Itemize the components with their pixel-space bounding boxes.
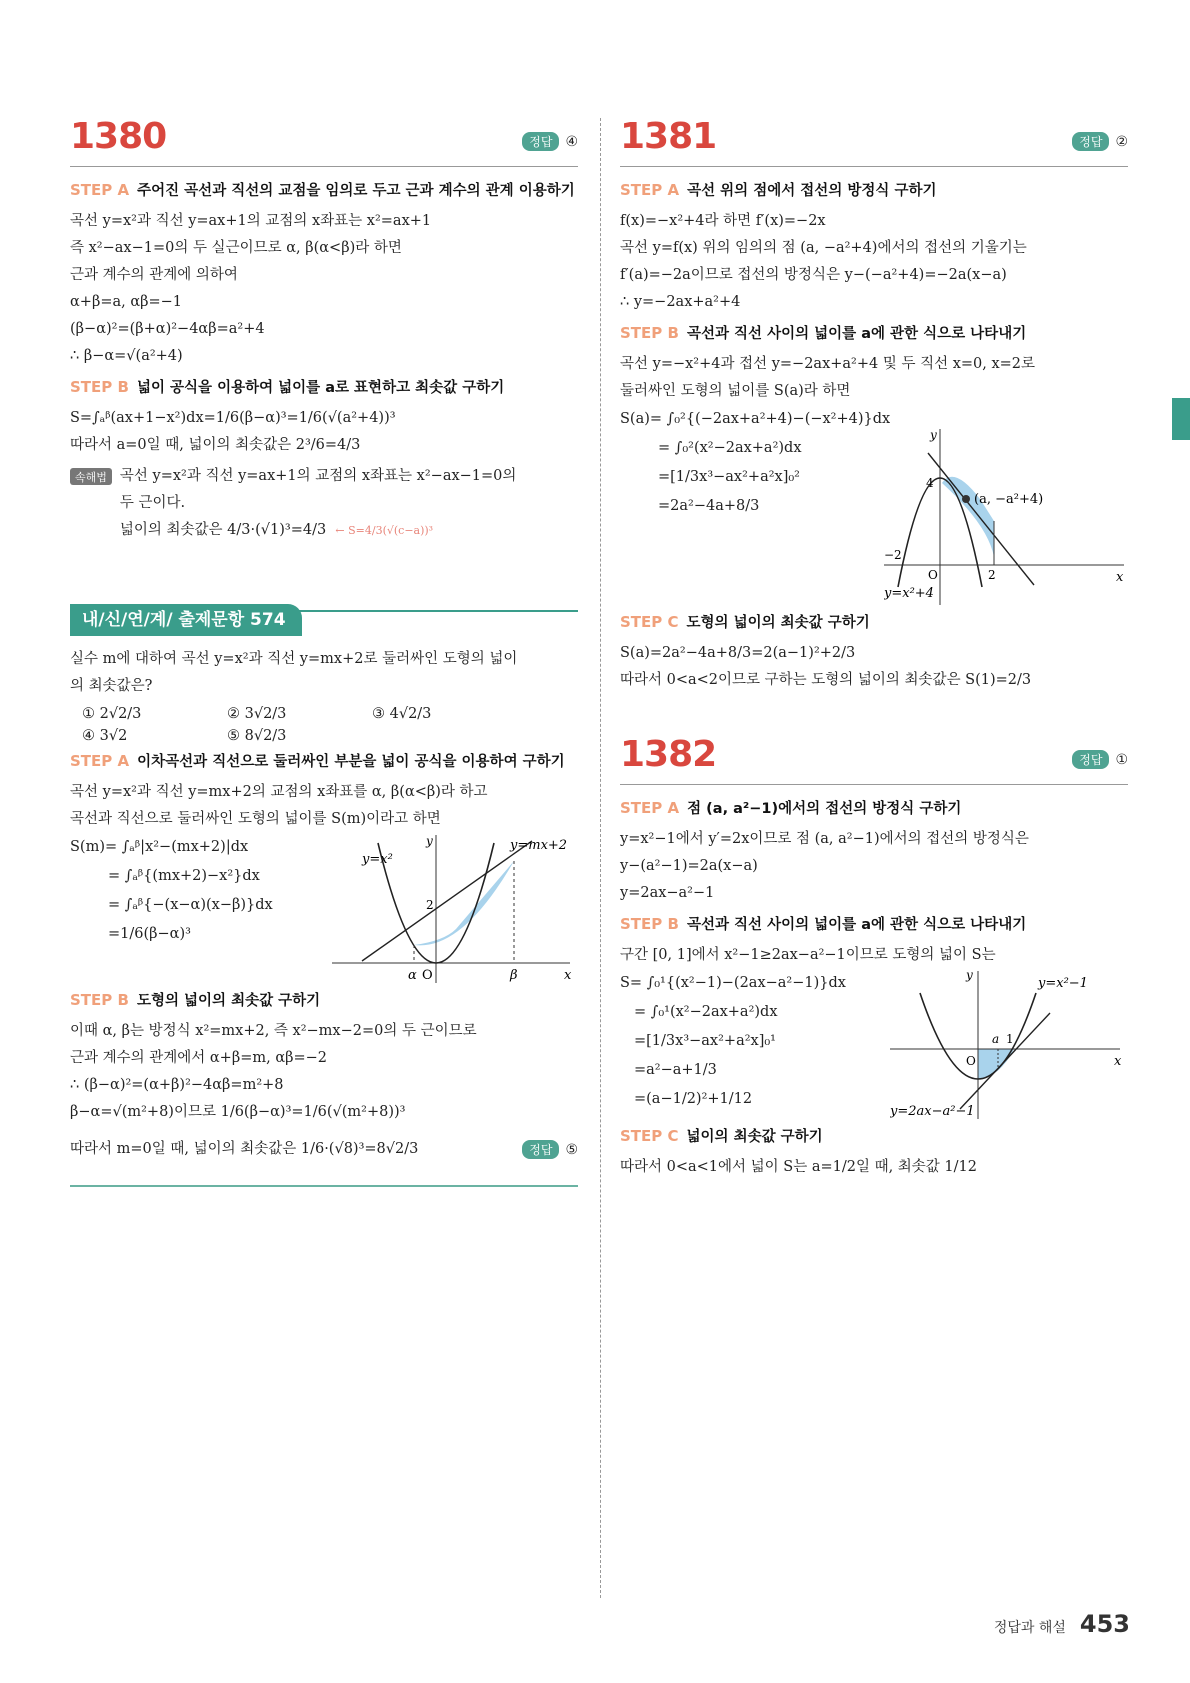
step-tag: STEP A: [70, 752, 130, 770]
step-title: 넓이의 최솟값 구하기: [686, 1129, 823, 1145]
step-tag: STEP B: [620, 915, 679, 933]
solution-line: 이때 α, β는 방정식 x²=mx+2, 즉 x²−mx−2=0의 두 근이므로: [70, 1023, 477, 1039]
step-title: 곡선과 직선 사이의 넓이를 a에 관한 식으로 나타내기: [686, 326, 1027, 342]
line-label: y=2ax−a²−1: [890, 1104, 975, 1119]
formula-line: = ∫₀¹(x²−2ax+a²)dx: [634, 1004, 778, 1020]
step-tag: STEP B: [620, 324, 679, 342]
solution-line: α+β=a, αβ=−1: [70, 294, 183, 310]
result-line: 따라서 a=0일 때, 넓이의 최솟값은 2³/6=4/3: [70, 437, 361, 453]
step-title: 넓이 공식을 이용하여 넓이를 a로 표현하고 최솟값 구하기: [136, 380, 505, 396]
quick-solution-tag: 속해법: [70, 468, 112, 485]
problem-1380-header: [70, 110, 578, 167]
tangent-area-figure-2: [890, 969, 1128, 1119]
formula-line: =[1/3x³−ax²+a²x]₀²: [658, 469, 800, 485]
y-axis-label: y: [966, 969, 973, 982]
choice-5: ⑤ 8√2/3: [227, 728, 287, 744]
question-line: 실수 m에 대하여 곡선 y=x²과 직선 y=mx+2로 둘러싸인 도형의 넓이: [70, 651, 518, 667]
source-rule: [290, 610, 578, 612]
quick-line: 두 근이다.: [119, 495, 186, 511]
step-tag: STEP A: [70, 181, 130, 199]
formula-line: =2a²−4a+8/3: [658, 498, 760, 514]
y-axis-label: y: [426, 834, 433, 848]
four-label: 4: [926, 476, 934, 490]
minus-two-label: −2: [884, 548, 902, 562]
y-axis-label: y: [930, 428, 937, 442]
step-tag: STEP A: [620, 181, 680, 199]
one-label: 1: [1006, 1032, 1014, 1046]
formula-figure-block: [620, 405, 1128, 605]
x-axis-label: x: [564, 968, 572, 983]
formula-line: =(a−1/2)²+1/12: [634, 1091, 753, 1107]
step-tag: STEP B: [70, 378, 129, 396]
choice-2: ② 3√2/3: [227, 706, 287, 722]
step-tag: STEP C: [620, 1127, 679, 1145]
tangent-area-figure: [884, 425, 1128, 605]
quick-result: 넓이의 최솟값은 4/3·(√1)³=4/3: [119, 522, 327, 538]
result-line: 따라서 0<a<2이므로 구하는 도형의 넓이의 최솟값은 S(1)=2/3: [620, 672, 1032, 688]
solution-line: 구간 [0, 1]에서 x²−1≥2ax−a²−1이므로 도형의 넓이 S는: [620, 947, 996, 963]
choices: [82, 706, 578, 744]
formula-line: S(a)=2a²−4a+8/3=2(a−1)²+2/3: [620, 645, 856, 661]
curve-label: y=x²−1: [1038, 976, 1088, 991]
curve-label: y=x²: [362, 852, 393, 867]
column-divider: [600, 118, 601, 1598]
shaded-region: [978, 1049, 1014, 1079]
quick-line: 곡선 y=x²과 직선 y=ax+1의 교점의 x좌표는 x²−ax−1=0의: [119, 468, 517, 484]
solution-line: ∴ β−α=√(a²+4): [70, 348, 183, 364]
formula-line: = ∫₀²(x²−2ax+a²)dx: [658, 440, 802, 456]
alpha-label: α: [408, 968, 417, 983]
problem-1381-header: [620, 110, 1128, 167]
answer-value: ④: [565, 133, 578, 150]
result-line: 따라서 0<a<1에서 넓이 S는 a=1/2일 때, 최솟값 1/12: [620, 1159, 977, 1175]
solution-line: 곡선 y=x²과 직선 y=ax+1의 교점의 x좌표는 x²=ax+1: [70, 213, 432, 229]
step-title: 도형의 넓이의 최솟값 구하기: [686, 615, 870, 631]
solution-line: 곡선 y=−x²+4과 접선 y=−2ax+a²+4 및 두 직선 x=0, x=2로: [620, 356, 1036, 372]
step-title: 이차곡선과 직선으로 둘러싸인 부분을 넓이 공식을 이용하여 구하기: [137, 754, 565, 770]
beta-label: β: [510, 968, 518, 983]
page-number: 453: [1079, 1610, 1130, 1638]
step-tag: STEP A: [620, 799, 680, 817]
solution-line: ∴ y=−2ax+a²+4: [620, 294, 741, 310]
answer-box: [522, 132, 578, 151]
solution-line: 근과 계수의 관계에서 α+β=m, αβ=−2: [70, 1050, 328, 1066]
step-title: 점 (a, a²−1)에서의 접선의 방정식 구하기: [687, 801, 962, 817]
formula-line: =1/6(β−α)³: [108, 926, 191, 942]
answer-pill: 정답: [522, 132, 559, 151]
solution-line: 즉 x²−ax−1=0의 두 실근이므로 α, β(α<β)라 하면: [70, 240, 402, 256]
question-line: 의 최솟값은?: [70, 678, 153, 694]
formula-line: =a²−a+1/3: [634, 1062, 717, 1078]
step-a: [620, 181, 1128, 202]
step-title: 주어진 곡선과 직선의 교점을 임의로 두고 근과 계수의 관계 이용하기: [137, 183, 575, 199]
origin-label: O: [966, 1054, 976, 1068]
answer-pill: 정답: [1072, 132, 1109, 151]
left-column: [70, 110, 578, 1187]
solution-line: y=2ax−a²−1: [620, 885, 715, 901]
formula-line: S(a)= ∫₀²{(−2ax+a²+4)−(−x²+4)}dx: [620, 411, 891, 427]
formula-line: = ∫ₐᵝ{−(x−α)(x−β)}dx: [108, 897, 273, 913]
step-c: [620, 1127, 1128, 1148]
curve-label: y=x²+4: [884, 586, 934, 601]
solution-line: (β−α)²=(β+α)²−4αβ=a²+4: [70, 321, 265, 337]
solution-line: 곡선 y=x²과 직선 y=mx+2의 교점의 x좌표를 α, β(α<β)라 하고: [70, 784, 488, 800]
two-label: 2: [988, 568, 996, 582]
choice-4: ④ 3√2: [82, 728, 128, 744]
step-b: [620, 324, 1128, 345]
solution-line: 둘러싸인 도형의 넓이를 S(a)라 하면: [620, 383, 851, 399]
step-title: 도형의 넓이의 최솟값 구하기: [136, 993, 321, 1009]
choice-3: ③ 4√2/3: [372, 706, 432, 722]
answer-value: ①: [1115, 751, 1128, 768]
step-a: [620, 799, 1128, 820]
step-tag: STEP B: [70, 991, 129, 1009]
answer-box: [1072, 750, 1128, 769]
answer-box: [1072, 132, 1128, 151]
x-axis-label: x: [1114, 1054, 1122, 1069]
answer-value: ⑤: [565, 1141, 578, 1158]
source-label: 내/신/연/계/ 출제문항 574: [70, 604, 302, 636]
problem-number: 1380: [70, 116, 167, 157]
answer-value: ②: [1115, 133, 1128, 150]
origin-label: O: [928, 568, 938, 582]
parabola-line-figure: [332, 833, 578, 983]
step-tag: STEP C: [620, 613, 679, 631]
page-footer: [994, 1610, 1130, 1638]
solution-line: y−(a²−1)=2a(x−a): [620, 858, 758, 874]
section-end-rule: [70, 1185, 578, 1187]
step-b: [70, 378, 578, 399]
footer-label: 정답과 해설: [993, 1620, 1066, 1636]
solution-line: y=x²−1에서 y′=2x이므로 점 (a, a²−1)에서의 접선의 방정식은: [620, 831, 1029, 847]
final-row: [70, 1136, 578, 1163]
answer-box: [522, 1140, 578, 1159]
origin-label: O: [422, 968, 433, 983]
quick-note: ← S=4/3(√(c−a))³: [335, 524, 434, 537]
solution-line: f′(a)=−2a이므로 접선의 방정식은 y−(−a²+4)=−2a(x−a): [620, 267, 1007, 283]
solution-line: 곡선과 직선으로 둘러싸인 도형의 넓이를 S(m)이라고 하면: [70, 811, 441, 827]
step-title: 곡선과 직선 사이의 넓이를 a에 관한 식으로 나타내기: [686, 917, 1027, 933]
solution-line: ∴ (β−α)²=(α+β)²−4αβ=m²+8: [70, 1077, 284, 1093]
step-b: [70, 991, 578, 1012]
formula-line: = ∫ₐᵝ{(mx+2)−x²}dx: [108, 868, 260, 884]
tangent-point: [962, 495, 970, 503]
formula-line: S=∫ₐᵝ(ax+1−x²)dx=1/6(β−α)³=1/6(√(a²+4))³: [70, 410, 396, 426]
choice-1: ① 2√2/3: [82, 706, 142, 722]
point-label: (a, −a²+4): [974, 492, 1044, 507]
problem-number: 1381: [620, 116, 717, 157]
shaded-region: [942, 477, 994, 557]
formula-line: S(m)= ∫ₐᵝ|x²−(mx+2)|dx: [70, 839, 249, 855]
line-label: y=mx+2: [510, 838, 568, 853]
final-line: 따라서 m=0일 때, 넓이의 최솟값은 1/6·(√8)³=8√2/3: [70, 1141, 419, 1157]
solution-line: β−α=√(m²+8)이므로 1/6(β−α)³=1/6(√(m²+8))³: [70, 1104, 406, 1120]
answer-pill: 정답: [1072, 750, 1109, 769]
solution-line: 곡선 y=f(x) 위의 임의의 점 (a, −a²+4)에서의 접선의 기울기는: [620, 240, 1027, 256]
formula-figure-block: [70, 833, 578, 983]
step-a: [70, 752, 578, 773]
solution-line: f(x)=−x²+4라 하면 f′(x)=−2x: [620, 213, 826, 229]
problem-number: 1382: [620, 734, 717, 775]
step-c: [620, 613, 1128, 634]
quick-solution: [70, 463, 578, 544]
right-column: [620, 110, 1128, 1181]
quick-line: [120, 517, 517, 544]
a-label: a: [992, 1032, 1000, 1046]
problem-1382-header: [620, 728, 1128, 785]
formula-line: S= ∫₀¹{(x²−1)−(2ax−a²−1)}dx: [620, 975, 846, 991]
step-b: [620, 915, 1128, 936]
step-a: [70, 181, 578, 202]
formula-line: =[1/3x³−ax²+a²x]₀¹: [634, 1033, 776, 1049]
formula-figure-block: [620, 969, 1128, 1119]
edge-tab: [1172, 398, 1190, 440]
intercept-label: 2: [426, 898, 434, 912]
solution-line: 근과 계수의 관계에 의하여: [70, 267, 238, 283]
answer-pill: 정답: [522, 1140, 559, 1159]
step-title: 곡선 위의 점에서 접선의 방정식 구하기: [687, 183, 937, 199]
source-banner: [70, 604, 578, 638]
x-axis-label: x: [1116, 570, 1124, 585]
